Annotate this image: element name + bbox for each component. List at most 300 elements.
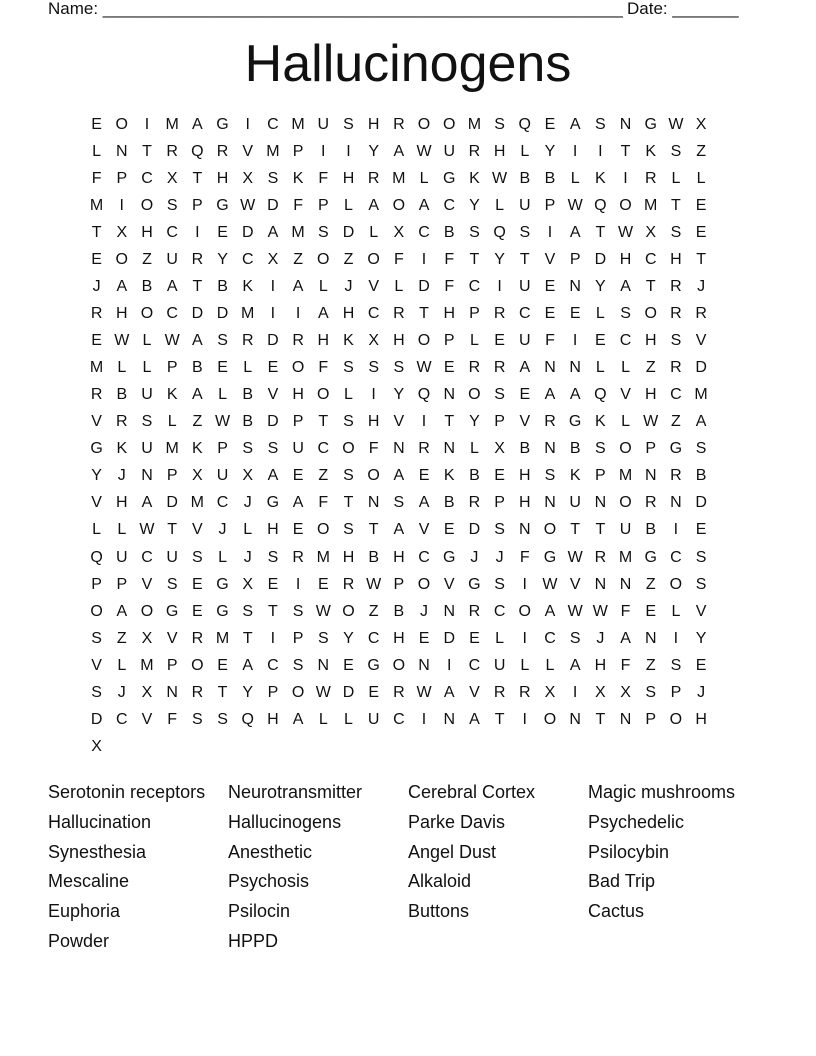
grid-letter[interactable]: S: [317, 629, 329, 647]
grid-letter[interactable]: C: [317, 440, 330, 458]
grid-letter[interactable]: M: [291, 116, 305, 133]
grid-letter[interactable]: P: [292, 629, 304, 647]
grid-letter[interactable]: P: [494, 494, 505, 512]
grid-letter[interactable]: K: [192, 440, 203, 458]
grid-letter[interactable]: A: [393, 521, 405, 539]
grid-letter[interactable]: Z: [116, 629, 127, 647]
grid-letter[interactable]: E: [645, 602, 657, 620]
grid-letter[interactable]: S: [494, 116, 505, 133]
grid-letter[interactable]: N: [519, 521, 531, 539]
grid-letter[interactable]: L: [469, 332, 479, 350]
grid-letter[interactable]: G: [216, 116, 229, 133]
grid-letter[interactable]: F: [545, 332, 555, 350]
grid-letter[interactable]: D: [166, 494, 178, 512]
grid-letter[interactable]: O: [367, 251, 380, 269]
grid-letter[interactable]: B: [645, 521, 657, 539]
grid-letter[interactable]: O: [417, 575, 431, 593]
grid-letter[interactable]: P: [544, 197, 556, 215]
grid-letter[interactable]: W: [416, 359, 432, 377]
grid-letter[interactable]: W: [139, 521, 155, 539]
grid-letter[interactable]: F: [91, 170, 102, 188]
grid-letter[interactable]: N: [544, 440, 556, 458]
grid-letter[interactable]: G: [669, 440, 683, 458]
grid-letter[interactable]: I: [421, 413, 427, 431]
grid-letter[interactable]: O: [468, 386, 481, 404]
grid-letter[interactable]: S: [695, 548, 707, 566]
grid-letter[interactable]: R: [670, 467, 682, 485]
grid-letter[interactable]: T: [595, 710, 606, 728]
grid-letter[interactable]: K: [569, 467, 581, 485]
grid-letter[interactable]: C: [393, 710, 405, 728]
grid-letter[interactable]: E: [91, 251, 102, 269]
grid-letter[interactable]: G: [543, 548, 557, 566]
grid-letter[interactable]: X: [595, 683, 606, 701]
grid-letter[interactable]: X: [645, 224, 657, 242]
grid-letter[interactable]: L: [167, 413, 177, 431]
grid-letter[interactable]: F: [368, 440, 379, 458]
grid-letter[interactable]: X: [116, 224, 128, 242]
grid-letter[interactable]: I: [572, 143, 578, 161]
grid-letter[interactable]: N: [443, 386, 455, 404]
grid-letter[interactable]: M: [694, 386, 708, 404]
grid-letter[interactable]: V: [91, 494, 102, 512]
grid-letter[interactable]: S: [494, 575, 505, 593]
grid-letter[interactable]: U: [166, 548, 178, 566]
grid-letter[interactable]: H: [116, 494, 128, 512]
grid-letter[interactable]: C: [644, 251, 657, 269]
grid-letter[interactable]: A: [317, 305, 329, 323]
grid-letter[interactable]: Q: [191, 143, 204, 161]
grid-letter[interactable]: S: [695, 440, 707, 458]
grid-letter[interactable]: S: [242, 440, 254, 458]
grid-letter[interactable]: M: [165, 440, 179, 458]
grid-letter[interactable]: N: [619, 116, 632, 133]
grid-letter[interactable]: O: [644, 305, 657, 323]
grid-letter[interactable]: B: [695, 467, 707, 485]
grid-letter[interactable]: M: [618, 467, 633, 485]
grid-letter[interactable]: R: [116, 413, 128, 431]
grid-letter[interactable]: D: [418, 278, 430, 296]
grid-letter[interactable]: X: [242, 170, 254, 188]
grid-letter[interactable]: K: [166, 386, 178, 404]
grid-letter[interactable]: X: [267, 251, 279, 269]
grid-letter[interactable]: L: [419, 170, 429, 188]
grid-letter[interactable]: C: [267, 656, 279, 674]
grid-letter[interactable]: T: [419, 305, 429, 323]
grid-letter[interactable]: L: [469, 440, 479, 458]
grid-letter[interactable]: I: [522, 710, 527, 728]
grid-letter[interactable]: J: [420, 602, 429, 620]
grid-letter[interactable]: R: [493, 683, 506, 701]
grid-letter[interactable]: H: [267, 521, 279, 539]
grid-letter[interactable]: C: [468, 656, 481, 674]
grid-letter[interactable]: S: [317, 224, 329, 242]
grid-letter[interactable]: P: [91, 575, 102, 593]
grid-letter[interactable]: C: [267, 116, 279, 133]
grid-letter[interactable]: W: [668, 116, 684, 133]
grid-letter[interactable]: I: [522, 629, 527, 647]
grid-letter[interactable]: L: [570, 170, 580, 188]
grid-letter[interactable]: I: [598, 143, 603, 161]
grid-letter[interactable]: E: [343, 656, 354, 674]
grid-letter[interactable]: V: [166, 629, 178, 647]
grid-letter[interactable]: R: [191, 629, 204, 647]
grid-letter[interactable]: G: [367, 656, 380, 674]
grid-letter[interactable]: H: [367, 413, 380, 431]
grid-letter[interactable]: I: [295, 305, 301, 323]
grid-letter[interactable]: N: [544, 494, 556, 512]
grid-letter[interactable]: D: [216, 305, 229, 323]
grid-letter[interactable]: S: [292, 656, 304, 674]
grid-letter[interactable]: S: [595, 116, 606, 133]
grid-letter[interactable]: O: [317, 386, 330, 404]
grid-letter[interactable]: U: [493, 656, 506, 674]
grid-letter[interactable]: S: [267, 548, 279, 566]
grid-letter[interactable]: R: [191, 251, 204, 269]
grid-letter[interactable]: T: [268, 602, 278, 620]
grid-letter[interactable]: O: [191, 656, 204, 674]
grid-letter[interactable]: L: [117, 359, 127, 377]
grid-letter[interactable]: X: [620, 683, 631, 701]
grid-letter[interactable]: V: [141, 710, 153, 728]
grid-letter[interactable]: A: [116, 602, 128, 620]
grid-letter[interactable]: W: [643, 413, 659, 431]
grid-letter[interactable]: S: [91, 683, 102, 701]
grid-letter[interactable]: O: [115, 251, 128, 269]
grid-letter[interactable]: R: [216, 143, 229, 161]
grid-letter[interactable]: R: [644, 170, 657, 188]
grid-letter[interactable]: N: [569, 710, 581, 728]
grid-letter[interactable]: L: [671, 170, 681, 188]
grid-letter[interactable]: I: [421, 251, 427, 269]
grid-letter[interactable]: U: [367, 710, 380, 728]
grid-letter[interactable]: R: [468, 602, 481, 620]
grid-letter[interactable]: L: [117, 521, 127, 539]
grid-letter[interactable]: V: [141, 575, 153, 593]
grid-letter[interactable]: K: [469, 170, 480, 188]
grid-letter[interactable]: B: [141, 278, 153, 296]
grid-letter[interactable]: H: [317, 332, 330, 350]
grid-letter[interactable]: Q: [594, 197, 607, 215]
grid-letter[interactable]: I: [673, 629, 679, 647]
grid-letter[interactable]: J: [495, 548, 504, 566]
grid-letter[interactable]: V: [519, 413, 531, 431]
grid-letter[interactable]: B: [569, 440, 581, 458]
grid-letter[interactable]: J: [117, 467, 126, 485]
grid-letter[interactable]: I: [421, 710, 427, 728]
grid-letter[interactable]: W: [114, 332, 130, 350]
grid-letter[interactable]: O: [317, 521, 330, 539]
grid-letter[interactable]: R: [191, 683, 204, 701]
grid-letter[interactable]: K: [595, 413, 606, 431]
grid-letter[interactable]: G: [266, 494, 280, 512]
grid-letter[interactable]: A: [192, 332, 203, 350]
grid-letter[interactable]: E: [695, 197, 707, 215]
grid-letter[interactable]: N: [367, 494, 380, 512]
grid-letter[interactable]: A: [569, 656, 581, 674]
grid-letter[interactable]: J: [470, 548, 479, 566]
grid-letter[interactable]: K: [595, 170, 606, 188]
grid-letter[interactable]: M: [266, 143, 280, 161]
grid-letter[interactable]: W: [567, 548, 583, 566]
grid-letter[interactable]: T: [570, 521, 581, 539]
grid-letter[interactable]: E: [695, 656, 707, 674]
grid-letter[interactable]: Y: [368, 143, 379, 161]
grid-letter[interactable]: V: [443, 575, 455, 593]
grid-letter[interactable]: A: [519, 359, 531, 377]
grid-letter[interactable]: V: [91, 413, 102, 431]
grid-letter[interactable]: S: [595, 440, 606, 458]
grid-letter[interactable]: Z: [645, 575, 656, 593]
grid-letter[interactable]: A: [267, 224, 279, 242]
grid-letter[interactable]: O: [367, 467, 380, 485]
grid-letter[interactable]: E: [368, 683, 379, 701]
grid-letter[interactable]: S: [620, 305, 631, 323]
grid-letter[interactable]: J: [243, 548, 252, 566]
grid-letter[interactable]: T: [192, 278, 203, 296]
grid-letter[interactable]: E: [569, 305, 581, 323]
grid-letter[interactable]: G: [90, 440, 103, 458]
grid-letter[interactable]: B: [217, 278, 228, 296]
grid-letter[interactable]: U: [166, 251, 178, 269]
grid-letter[interactable]: W: [567, 602, 583, 620]
grid-letter[interactable]: C: [141, 548, 153, 566]
grid-letter[interactable]: V: [393, 413, 405, 431]
grid-letter[interactable]: E: [595, 332, 606, 350]
grid-letter[interactable]: S: [670, 143, 682, 161]
grid-letter[interactable]: M: [467, 116, 482, 133]
grid-letter[interactable]: V: [192, 521, 203, 539]
grid-letter[interactable]: A: [141, 494, 153, 512]
grid-letter[interactable]: F: [293, 197, 303, 215]
grid-letter[interactable]: A: [292, 278, 304, 296]
grid-letter[interactable]: H: [644, 386, 657, 404]
grid-letter[interactable]: N: [544, 359, 556, 377]
grid-letter[interactable]: B: [368, 548, 379, 566]
grid-letter[interactable]: N: [594, 575, 607, 593]
grid-letter[interactable]: T: [645, 278, 656, 296]
name-field[interactable]: Name: _______________________________________________________: [48, 0, 623, 18]
grid-letter[interactable]: W: [567, 197, 583, 215]
grid-letter[interactable]: O: [291, 683, 305, 701]
grid-letter[interactable]: M: [165, 116, 179, 133]
grid-letter[interactable]: A: [620, 278, 631, 296]
grid-letter[interactable]: S: [343, 116, 354, 133]
grid-letter[interactable]: K: [443, 467, 455, 485]
grid-letter[interactable]: S: [670, 224, 682, 242]
grid-letter[interactable]: D: [695, 359, 707, 377]
grid-letter[interactable]: H: [116, 305, 128, 323]
grid-letter[interactable]: O: [392, 656, 406, 674]
grid-letter[interactable]: X: [141, 629, 153, 647]
grid-letter[interactable]: E: [695, 521, 707, 539]
grid-letter[interactable]: I: [195, 224, 200, 242]
grid-letter[interactable]: E: [443, 521, 455, 539]
grid-letter[interactable]: F: [318, 170, 329, 188]
grid-letter[interactable]: K: [343, 332, 354, 350]
grid-letter[interactable]: H: [493, 143, 506, 161]
grid-letter[interactable]: F: [393, 251, 404, 269]
grid-letter[interactable]: M: [215, 629, 230, 647]
grid-letter[interactable]: E: [217, 224, 228, 242]
grid-letter[interactable]: D: [191, 305, 204, 323]
grid-letter[interactable]: I: [623, 170, 628, 188]
grid-letter[interactable]: E: [494, 467, 505, 485]
grid-letter[interactable]: E: [469, 629, 480, 647]
grid-letter[interactable]: O: [619, 494, 632, 512]
grid-letter[interactable]: O: [619, 440, 632, 458]
grid-letter[interactable]: I: [346, 143, 351, 161]
grid-letter[interactable]: X: [192, 467, 203, 485]
grid-letter[interactable]: B: [544, 170, 556, 188]
grid-letter[interactable]: R: [644, 494, 657, 512]
grid-letter[interactable]: I: [270, 629, 276, 647]
grid-letter[interactable]: O: [619, 197, 632, 215]
grid-letter[interactable]: M: [241, 305, 255, 323]
grid-letter[interactable]: E: [217, 359, 228, 377]
grid-letter[interactable]: A: [544, 386, 556, 404]
grid-letter[interactable]: C: [443, 197, 455, 215]
grid-letter[interactable]: A: [393, 467, 405, 485]
grid-letter[interactable]: C: [166, 305, 178, 323]
grid-letter[interactable]: M: [89, 197, 104, 215]
grid-letter[interactable]: A: [569, 386, 581, 404]
grid-letter[interactable]: G: [468, 575, 481, 593]
grid-letter[interactable]: H: [292, 386, 304, 404]
grid-letter[interactable]: F: [318, 494, 329, 512]
grid-letter[interactable]: O: [342, 602, 355, 620]
grid-letter[interactable]: N: [443, 440, 455, 458]
grid-letter[interactable]: P: [292, 143, 304, 161]
grid-letter[interactable]: F: [444, 278, 455, 296]
grid-letter[interactable]: T: [444, 413, 455, 431]
grid-letter[interactable]: O: [669, 710, 683, 728]
grid-letter[interactable]: O: [543, 521, 557, 539]
grid-letter[interactable]: V: [695, 602, 707, 620]
grid-letter[interactable]: P: [166, 656, 178, 674]
grid-letter[interactable]: Q: [594, 386, 607, 404]
grid-letter[interactable]: L: [495, 629, 505, 647]
grid-letter[interactable]: X: [242, 467, 254, 485]
grid-letter[interactable]: S: [695, 575, 707, 593]
grid-letter[interactable]: I: [295, 575, 301, 593]
grid-letter[interactable]: S: [494, 521, 505, 539]
grid-letter[interactable]: E: [292, 521, 304, 539]
grid-letter[interactable]: A: [267, 467, 279, 485]
grid-letter[interactable]: R: [468, 143, 481, 161]
grid-letter[interactable]: Z: [671, 413, 681, 431]
grid-letter[interactable]: T: [469, 251, 480, 269]
grid-letter[interactable]: A: [166, 278, 178, 296]
grid-letter[interactable]: R: [292, 548, 304, 566]
grid-letter[interactable]: N: [317, 656, 330, 674]
grid-letter[interactable]: G: [644, 548, 657, 566]
grid-letter[interactable]: G: [165, 602, 179, 620]
grid-letter[interactable]: S: [292, 602, 304, 620]
grid-letter[interactable]: B: [443, 494, 455, 512]
grid-letter[interactable]: X: [141, 683, 153, 701]
grid-letter[interactable]: H: [393, 332, 405, 350]
grid-letter[interactable]: K: [242, 278, 254, 296]
grid-letter[interactable]: V: [267, 386, 279, 404]
grid-letter[interactable]: C: [670, 386, 682, 404]
grid-letter[interactable]: M: [190, 494, 204, 512]
grid-letter[interactable]: H: [670, 251, 682, 269]
grid-letter[interactable]: N: [670, 494, 682, 512]
grid-letter[interactable]: I: [547, 224, 553, 242]
grid-letter[interactable]: P: [317, 197, 329, 215]
grid-letter[interactable]: J: [92, 278, 101, 296]
grid-letter[interactable]: F: [444, 251, 455, 269]
grid-letter[interactable]: V: [469, 683, 480, 701]
grid-letter[interactable]: A: [569, 116, 581, 133]
grid-letter[interactable]: U: [619, 521, 632, 539]
grid-letter[interactable]: R: [393, 305, 405, 323]
grid-letter[interactable]: C: [418, 548, 430, 566]
grid-letter[interactable]: S: [217, 332, 228, 350]
grid-letter[interactable]: L: [218, 386, 227, 404]
grid-letter[interactable]: L: [117, 656, 127, 674]
grid-letter[interactable]: S: [217, 710, 228, 728]
grid-letter[interactable]: T: [192, 170, 203, 188]
grid-letter[interactable]: L: [344, 197, 353, 215]
grid-letter[interactable]: B: [519, 170, 531, 188]
grid-letter[interactable]: H: [342, 305, 355, 323]
grid-letter[interactable]: C: [241, 251, 254, 269]
grid-letter[interactable]: S: [469, 224, 480, 242]
grid-letter[interactable]: Q: [417, 386, 431, 404]
grid-letter[interactable]: N: [619, 575, 632, 593]
grid-letter[interactable]: W: [214, 413, 231, 431]
grid-letter[interactable]: L: [344, 710, 353, 728]
grid-letter[interactable]: O: [342, 440, 355, 458]
grid-letter[interactable]: X: [544, 683, 556, 701]
grid-letter[interactable]: C: [619, 332, 632, 350]
grid-letter[interactable]: S: [343, 467, 354, 485]
grid-letter[interactable]: L: [344, 386, 353, 404]
grid-letter[interactable]: A: [292, 710, 304, 728]
grid-letter[interactable]: E: [292, 467, 304, 485]
grid-letter[interactable]: F: [167, 710, 178, 728]
grid-letter[interactable]: X: [166, 170, 178, 188]
grid-letter[interactable]: C: [519, 305, 531, 323]
grid-letter[interactable]: H: [644, 332, 657, 350]
grid-letter[interactable]: G: [442, 548, 456, 566]
date-field[interactable]: Date: _______: [627, 0, 739, 18]
grid-letter[interactable]: E: [267, 359, 279, 377]
grid-letter[interactable]: W: [592, 602, 608, 620]
grid-letter[interactable]: Y: [695, 629, 707, 647]
grid-letter[interactable]: R: [493, 359, 506, 377]
grid-letter[interactable]: S: [166, 575, 178, 593]
grid-letter[interactable]: L: [545, 656, 555, 674]
grid-letter[interactable]: E: [217, 656, 228, 674]
grid-letter[interactable]: J: [596, 629, 605, 647]
grid-letter[interactable]: R: [468, 494, 481, 512]
grid-letter[interactable]: Y: [469, 197, 480, 215]
grid-letter[interactable]: N: [443, 602, 455, 620]
grid-letter[interactable]: C: [216, 494, 229, 512]
grid-letter[interactable]: K: [645, 143, 657, 161]
grid-letter[interactable]: S: [192, 710, 203, 728]
grid-letter[interactable]: K: [116, 440, 128, 458]
grid-letter[interactable]: P: [116, 170, 128, 188]
grid-letter[interactable]: S: [645, 683, 657, 701]
grid-letter[interactable]: T: [91, 224, 102, 242]
grid-letter[interactable]: P: [166, 359, 178, 377]
grid-letter[interactable]: S: [242, 602, 254, 620]
grid-letter[interactable]: R: [393, 116, 405, 133]
